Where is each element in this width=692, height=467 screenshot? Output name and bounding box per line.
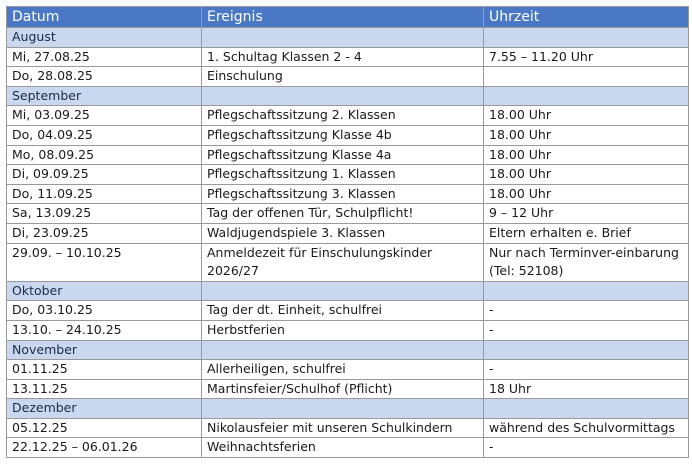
table-row [7, 243, 689, 281]
time-cell: 18.00 Uhr [484, 184, 689, 204]
time-cell: Eltern erhalten e. Brief [484, 223, 689, 243]
event-cell: Herbstferien [202, 320, 484, 340]
event-cell: Pflegschaftssitzung Klasse 4a [202, 145, 484, 165]
table-row [7, 67, 689, 87]
time-cell: - [484, 360, 689, 380]
table-row [7, 47, 689, 67]
month-label: Dezember [7, 399, 202, 419]
date-cell: Do, 11.09.25 [7, 184, 202, 204]
event-cell: Tag der offenen Tür, Schulpflicht! [202, 204, 484, 224]
table-row [7, 204, 689, 224]
date-cell: 13.11.25 [7, 379, 202, 399]
table-body [7, 28, 689, 458]
header-uhrzeit: Uhrzeit [484, 7, 689, 28]
header-datum: Datum [7, 7, 202, 28]
table-row [7, 106, 689, 126]
table-row [7, 165, 689, 185]
table-row [7, 418, 689, 438]
month-label: August [7, 28, 202, 48]
header-row [7, 7, 689, 28]
event-cell: 1. Schultag Klassen 2 - 4 [202, 47, 484, 67]
month-label: September [7, 86, 202, 106]
time-cell: 9 – 12 Uhr [484, 204, 689, 224]
date-cell: Do, 04.09.25 [7, 125, 202, 145]
time-cell: - [484, 320, 689, 340]
event-cell: Einschulung [202, 67, 484, 87]
event-cell: Pflegschaftssitzung 2. Klassen [202, 106, 484, 126]
month-row [7, 399, 689, 419]
table-row [7, 438, 689, 458]
event-cell: Tag der dt. Einheit, schulfrei [202, 301, 484, 321]
time-cell: 18.00 Uhr [484, 145, 689, 165]
time-cell: während des Schulvormittags [484, 418, 689, 438]
event-cell: Pflegschaftssitzung 3. Klassen [202, 184, 484, 204]
time-cell: 18.00 Uhr [484, 125, 689, 145]
date-cell: Do, 28.08.25 [7, 67, 202, 87]
header-ereignis: Ereignis [202, 7, 484, 28]
event-cell: Pflegschaftssitzung Klasse 4b [202, 125, 484, 145]
month-empty-cell [202, 281, 484, 301]
month-empty-cell [202, 399, 484, 419]
month-row [7, 86, 689, 106]
time-cell: Nur nach Terminver-einbarung (Tel: 52108) [484, 243, 689, 281]
date-cell: Di, 09.09.25 [7, 165, 202, 185]
month-empty-cell [484, 281, 689, 301]
table-row [7, 125, 689, 145]
table-row [7, 320, 689, 340]
month-empty-cell [484, 28, 689, 48]
month-row [7, 28, 689, 48]
table-row [7, 223, 689, 243]
table-row [7, 360, 689, 380]
time-cell: 18 Uhr [484, 379, 689, 399]
date-cell: 22.12.25 – 06.01.26 [7, 438, 202, 458]
date-cell: Do, 03.10.25 [7, 301, 202, 321]
month-empty-cell [202, 86, 484, 106]
time-cell: - [484, 438, 689, 458]
table-row [7, 145, 689, 165]
event-cell: Waldjugendspiele 3. Klassen [202, 223, 484, 243]
event-cell: Pflegschaftssitzung 1. Klassen [202, 165, 484, 185]
date-cell: 05.12.25 [7, 418, 202, 438]
school-calendar-table [6, 6, 689, 458]
month-empty-cell [484, 86, 689, 106]
time-cell: 18.00 Uhr [484, 106, 689, 126]
table-row [7, 301, 689, 321]
date-cell: 01.11.25 [7, 360, 202, 380]
table-row [7, 379, 689, 399]
date-cell: Sa, 13.09.25 [7, 204, 202, 224]
event-cell: Nikolausfeier mit unseren Schulkindern [202, 418, 484, 438]
date-cell: Mi, 03.09.25 [7, 106, 202, 126]
month-empty-cell [484, 399, 689, 419]
month-label: November [7, 340, 202, 360]
calendar-table-container [6, 6, 688, 458]
time-cell: 7.55 – 11.20 Uhr [484, 47, 689, 67]
event-cell: Martinsfeier/Schulhof (Pflicht) [202, 379, 484, 399]
month-empty-cell [202, 28, 484, 48]
event-cell: Weihnachtsferien [202, 438, 484, 458]
date-cell: 13.10. – 24.10.25 [7, 320, 202, 340]
event-cell: Allerheiligen, schulfrei [202, 360, 484, 380]
date-cell: Di, 23.09.25 [7, 223, 202, 243]
time-cell: - [484, 301, 689, 321]
table-row [7, 184, 689, 204]
date-cell: Mi, 27.08.25 [7, 47, 202, 67]
month-row [7, 281, 689, 301]
time-cell: 18.00 Uhr [484, 165, 689, 185]
month-empty-cell [202, 340, 484, 360]
month-label: Oktober [7, 281, 202, 301]
month-row [7, 340, 689, 360]
event-cell: Anmeldezeit für Einschulungskinder 2026/27 [202, 243, 484, 281]
time-cell [484, 67, 689, 87]
date-cell: 29.09. – 10.10.25 [7, 243, 202, 281]
date-cell: Mo, 08.09.25 [7, 145, 202, 165]
month-empty-cell [484, 340, 689, 360]
